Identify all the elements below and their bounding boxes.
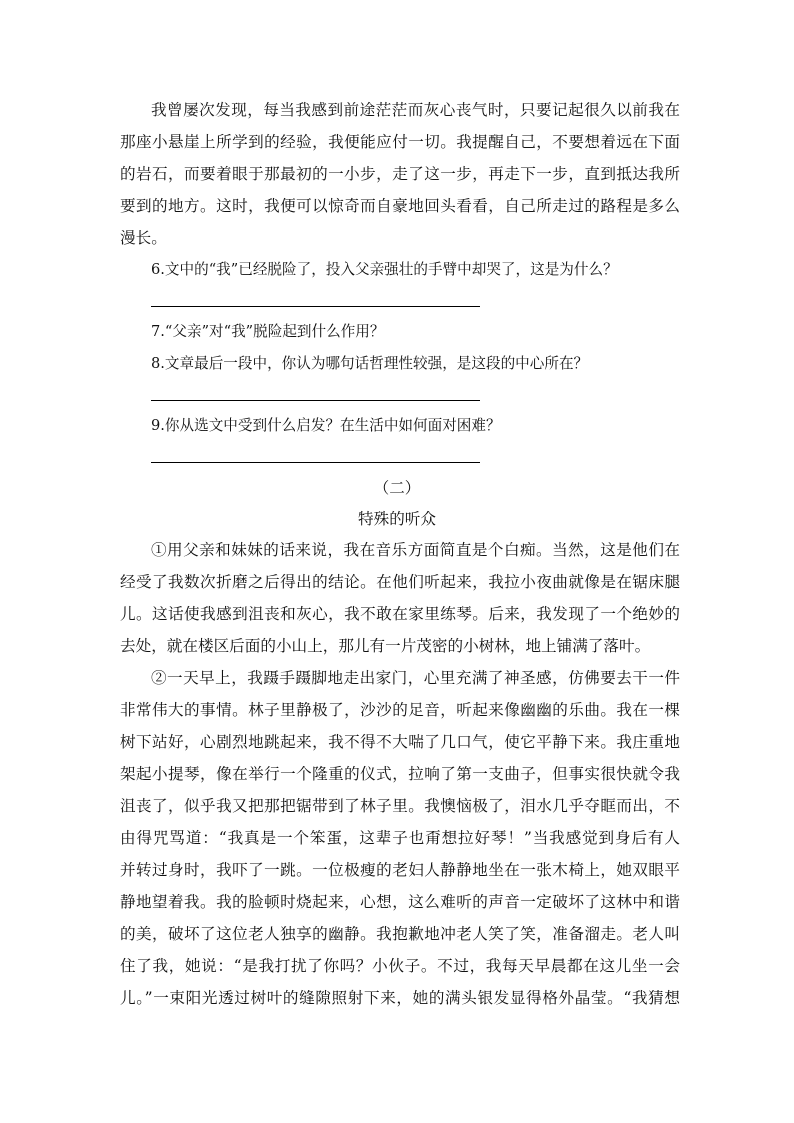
passage2-p2-line: 住了我，她说：“是我打扰了你吗？小伙子。不过，我每天早晨都在这儿坐一会 (120, 957, 680, 975)
section-title: 特殊的听众 (358, 510, 436, 528)
passage2-p2-line: 的美，破坏了这位老人独享的幽静。我抱歉地冲老人笑了笑，准备溜走。老人叫 (120, 925, 680, 943)
passage2-p2-line: 由得咒骂道：“我真是一个笨蛋，这辈子也甭想拉好琴！”当我感觉到身后有人 (120, 829, 680, 847)
passage2-p2-line: 架起小提琴，像在举行一个隆重的仪式，拉响了第一支曲子，但事实很快就令我 (120, 765, 680, 783)
answer-line (151, 462, 480, 463)
passage2-p2-line: 树下站好，心剧烈地跳起来，我不得不大喘了几口气，使它平静下来。我庄重地 (120, 733, 680, 751)
passage1-line: 漫长。 (120, 229, 167, 247)
answer-line (151, 306, 480, 307)
passage2-p2-line: 静地望着我。我的脸顿时烧起来，心想，这么难听的声音一定破坏了这林中和谐 (120, 893, 680, 911)
passage2-p1-line: 儿。这话使我感到沮丧和灰心，我不敢在家里练琴。后来，我发现了一个绝妙的 (120, 605, 680, 623)
passage2-p1-line: 去处，就在楼区后面的小山上，那儿有一片茂密的小树林，地上铺满了落叶。 (120, 637, 651, 655)
passage1-line: 那座小悬崖上所学到的经验，我便能应付一切。我提醒自己，不要想着远在下面 (120, 133, 680, 151)
passage2-p1-line: 经受了我数次折磨之后得出的结论。在他们听起来，我拉小夜曲就像是在锯床腿 (120, 573, 680, 591)
passage2-p2-line: 非常伟大的事情。林子里静极了，沙沙的足音，听起来像幽幽的乐曲。我在一棵 (120, 701, 680, 719)
question-9: 9.你从选文中受到什么启发？在生活中如何面对困难？ (151, 417, 501, 434)
passage1-line: 的岩石，而要着眼于那最初的一小步，走了这一步，再走下一步，直到抵达我所 (120, 165, 680, 183)
passage2-p2-line: 儿。”一束阳光透过树叶的缝隙照射下来，她的满头银发显得格外晶莹。“我猜想 (120, 989, 680, 1007)
section-number: （二） (373, 479, 421, 497)
question-8: 8.文章最后一段中，你认为哪句话哲理性较强，是这段的中心所在？ (151, 355, 589, 372)
passage2-p2-line: 沮丧了，似乎我又把那把锯带到了林子里。我懊恼极了，泪水几乎夺眶而出，不 (120, 797, 680, 815)
question-6: 6.文中的“我”已经脱险了，投入父亲强壮的手臂中却哭了，这是为什么？ (151, 261, 618, 278)
passage1-line: 我曾屡次发现，每当我感到前途茫茫而灰心丧气时，只要记起很久以前我在 (151, 101, 680, 119)
passage2-p2-line: 并转过身时，我吓了一跳。一位极瘦的老妇人静静地坐在一张木椅上，她双眼平 (120, 861, 680, 879)
answer-line (151, 400, 480, 401)
passage2-p2-line: ②一天早上，我蹑手蹑脚地走出家门，心里充满了神圣感，仿佛要去干一件 (151, 669, 680, 687)
question-7: 7.“父亲”对“我”脱险起到什么作用？ (151, 323, 385, 340)
passage1-line: 要到的地方。这时，我便可以惊奇而自豪地回头看看，自己所走过的路程是多么 (120, 197, 680, 215)
passage2-p1-line: ①用父亲和妹妹的话来说，我在音乐方面简直是个白痴。当然，这是他们在 (151, 541, 680, 559)
